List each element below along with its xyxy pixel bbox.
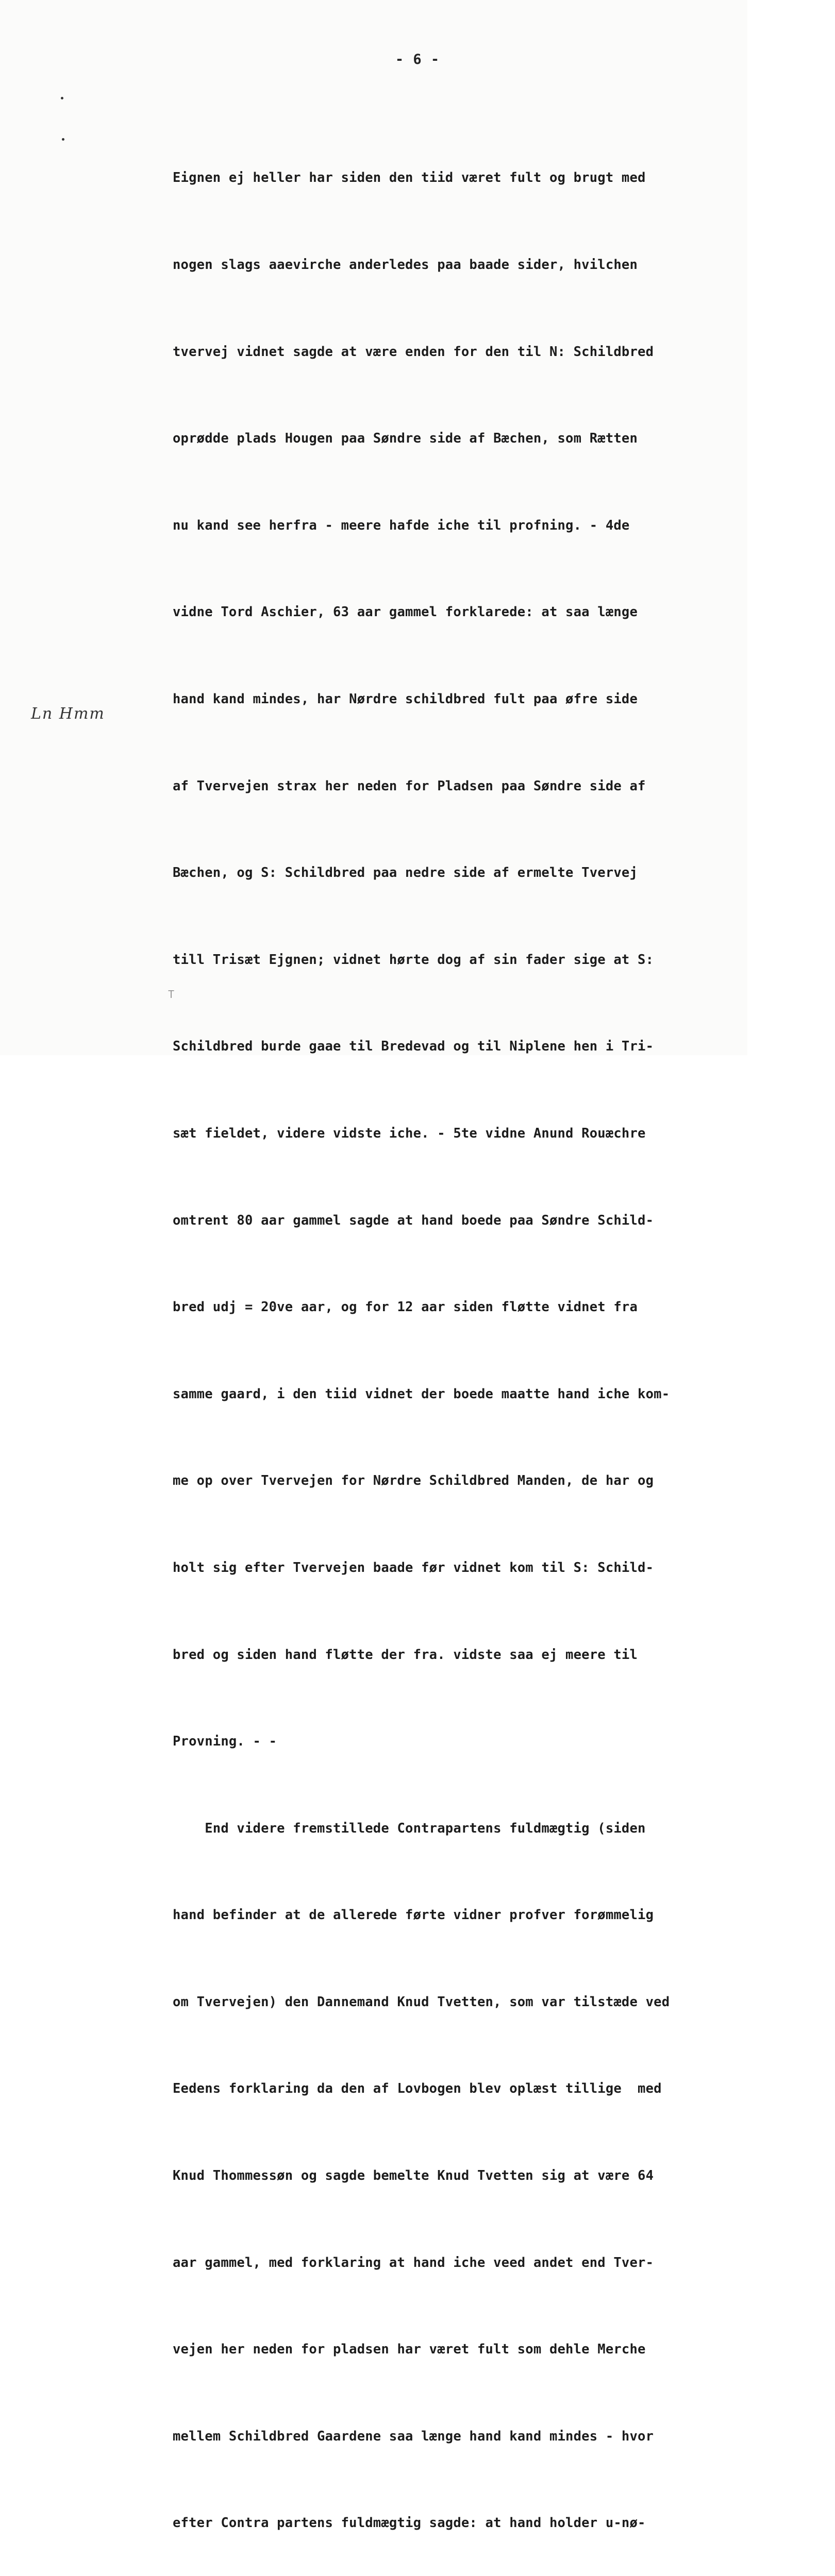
text-line: bred udj = 20ve aar, og for 12 aar siden fløtte vidnet fra xyxy=(173,1299,638,1315)
text-line: hand befinder at de allerede førte vidner profver forømmelig xyxy=(173,1907,654,1923)
text-line: sæt fieldet, videre vidste iche. - 5te vidne Anund Rouæchre xyxy=(173,1125,646,1141)
text-line: vidne Tord Aschier, 63 aar gammel forklarede: at saa længe xyxy=(173,604,638,620)
text-line: Bæchen, og S: Schildbred paa nedre side af ermelte Tvervej xyxy=(173,865,638,881)
text-line: Provning. - - xyxy=(173,1734,277,1750)
text-line: till Trisæt Ejgnen; vidnet hørte dog af sin fader sige at S: xyxy=(173,952,654,968)
text-line: mellem Schildbred Gaardene saa længe hand kand mindes - hvor xyxy=(173,2428,654,2444)
text-line: me op over Tvervejen for Nørdre Schildbred Manden, de har og xyxy=(173,1473,654,1489)
text-line: efter Contra partens fuldmægtig sagde: at hand holder u-nø- xyxy=(173,2515,646,2531)
text-line: af Tvervejen strax her neden for Pladsen paa Søndre side af xyxy=(173,778,646,794)
text-line: tvervej vidnet sagde at være enden for den til N: Schildbred xyxy=(173,344,654,360)
text-line: Knud Thommessøn og sagde bemelte Knud Tvetten sig at være 64 xyxy=(173,2168,654,2184)
margin-dot xyxy=(62,138,64,141)
text-line: om Tvervejen) den Dannemand Knud Tvetten, som var tilstæde ved xyxy=(173,1994,670,2010)
typed-body-text xyxy=(173,106,734,2576)
margin-dot xyxy=(61,97,63,99)
text-line: nogen slags aaevirche anderledes paa baade sider, hvilchen xyxy=(173,257,638,273)
text-line: Eignen ej heller har siden den tiid været fult og brugt med xyxy=(173,170,646,186)
text-line: nu kand see herfra - meere hafde iche til profning. - 4de xyxy=(173,517,630,533)
text-line: hand kand mindes, har Nørdre schildbred fult paa øfre side xyxy=(173,691,638,707)
text-line: samme gaard, i den tiid vidnet der boede maatte hand iche kom- xyxy=(173,1386,670,1402)
handwritten-margin-note: Ln Hmm xyxy=(31,705,105,723)
text-line: End videre fremstillede Contrapartens fuldmægtig (siden xyxy=(173,1820,646,1836)
text-line: vejen her neden for pladsen har været fult som dehle Merche xyxy=(173,2342,646,2358)
text-line: omtrent 80 aar gammel sagde at hand boede paa Søndre Schild- xyxy=(173,1212,654,1228)
text-line: aar gammel, med forklaring at hand iche veed andet end Tver- xyxy=(173,2255,654,2270)
page-number: - 6 - xyxy=(395,52,440,67)
text-line: bred og siden hand fløtte der fra. vidste saa ej meere til xyxy=(173,1647,638,1663)
text-line: Schildbred burde gaae til Bredevad og til Niplene hen i Tri- xyxy=(173,1039,654,1055)
footer-mark: T xyxy=(168,988,175,1001)
text-line: Eedens forklaring da den af Lovbogen blev oplæst tillige med xyxy=(173,2081,662,2097)
text-line: holt sig efter Tvervejen baade før vidnet kom til S: Schild- xyxy=(173,1560,654,1575)
text-line: oprødde plads Hougen paa Søndre side af Bæchen, som Rætten xyxy=(173,431,638,447)
